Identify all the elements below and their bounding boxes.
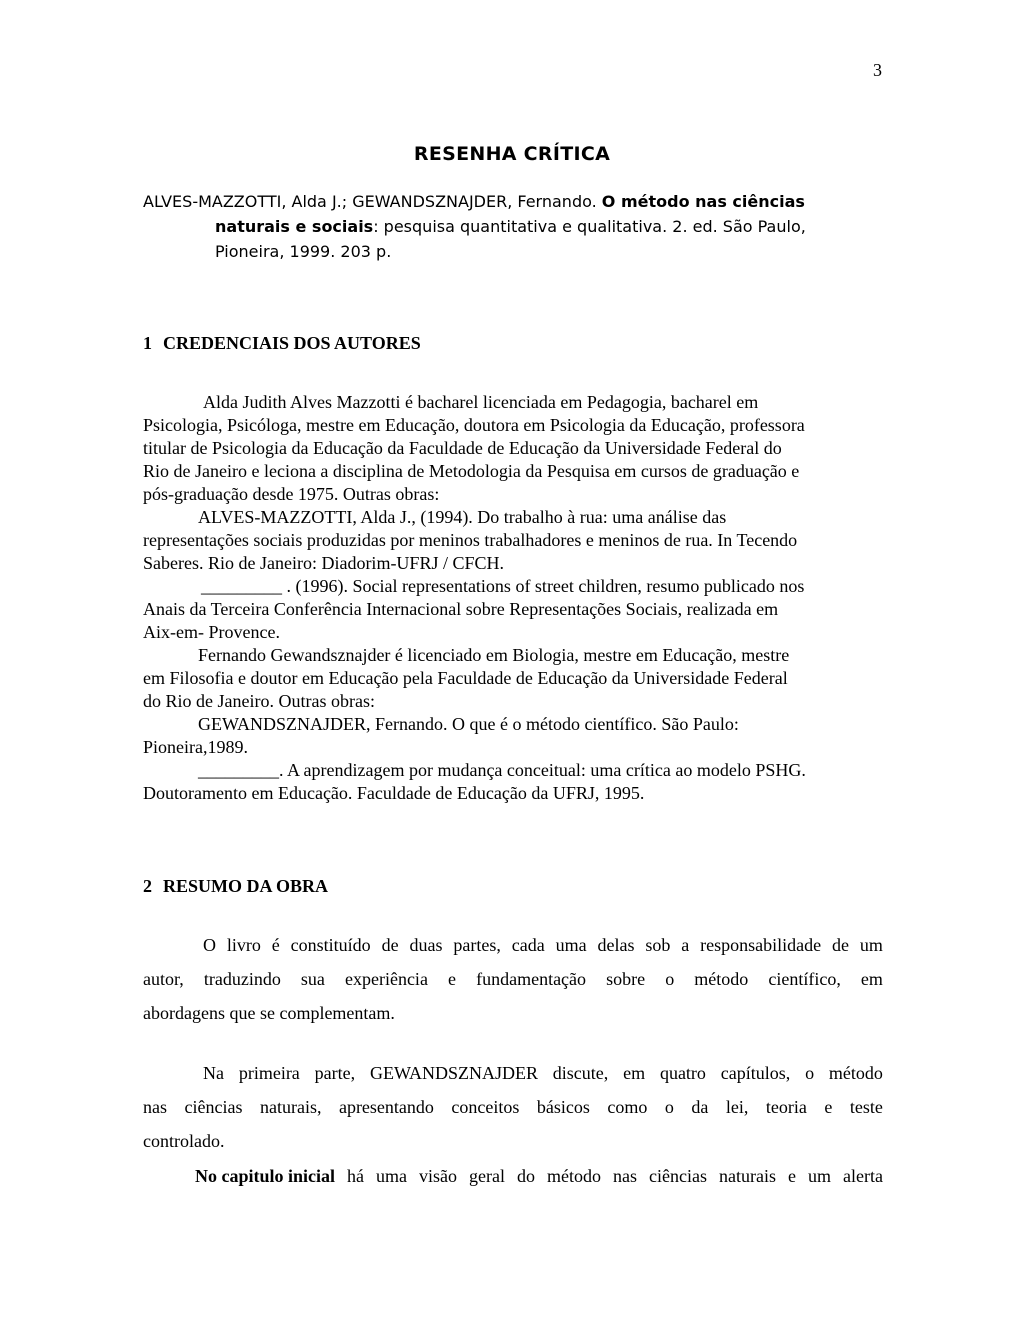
word: Na xyxy=(203,1063,224,1083)
word: naturais, xyxy=(259,1097,322,1117)
text-line: do Rio de Janeiro. Outras obras: xyxy=(143,691,375,711)
section-credenciais-body xyxy=(143,391,888,805)
word: e xyxy=(824,1097,833,1117)
word: controlado. xyxy=(143,1131,225,1151)
word: da xyxy=(691,1097,709,1117)
text-line: Aix-em- Provence. xyxy=(143,622,280,642)
bibliographic-reference xyxy=(143,189,888,264)
word: sobre xyxy=(606,969,646,989)
word: livro xyxy=(226,935,261,955)
section-heading-resumo xyxy=(143,876,328,897)
word: cada xyxy=(511,935,545,955)
reference-title-part: naturais e sociais xyxy=(215,217,374,236)
text-line: Rio de Janeiro e leciona a disciplina de Metodologia da Pesquisa em cursos de graduação e xyxy=(143,461,800,481)
word: ciências xyxy=(649,1166,707,1186)
reference-authors: ALVES-MAZZOTTI, Alda J.; GEWANDSZNAJDER, Fernando. xyxy=(143,192,602,211)
word: em xyxy=(860,969,883,989)
text-line: Alda Judith Alves Mazzotti é bacharel licenciada em Pedagogia, bacharel em xyxy=(203,392,759,412)
word: uma xyxy=(376,1166,408,1186)
text-line: _________. A aprendizagem por mudança conceitual: uma crítica ao modelo PSHG. xyxy=(198,760,806,780)
word: visão xyxy=(419,1166,458,1186)
text-line: Anais da Terceira Conferência Internacional sobre Representações Sociais, realizada em xyxy=(143,599,779,619)
word: é xyxy=(271,935,280,955)
word: constituído xyxy=(290,935,371,955)
text-line: pós-graduação desde 1975. Outras obras: xyxy=(143,484,440,504)
word: experiência xyxy=(344,969,428,989)
word: e xyxy=(448,969,457,989)
word: GEWANDSZNAJDER xyxy=(369,1063,538,1083)
word: de xyxy=(832,935,849,955)
reference-line xyxy=(143,214,888,239)
word: alerta xyxy=(842,1166,883,1186)
word: primeira xyxy=(238,1063,300,1083)
word: uma xyxy=(555,935,587,955)
word: responsabilidade xyxy=(700,935,822,955)
justified-line xyxy=(143,996,883,1030)
word: método xyxy=(547,1166,601,1186)
word: fundamentação xyxy=(476,969,587,989)
word: ciências xyxy=(184,1097,243,1117)
reference-line xyxy=(143,189,888,214)
word: método xyxy=(694,969,749,989)
word: há xyxy=(347,1166,365,1186)
text-line: representações sociais produzidas por meninos trabalhadores e meninos de rua. In Tecendo xyxy=(143,530,798,550)
word: traduzindo xyxy=(203,969,281,989)
word: básicos xyxy=(536,1097,590,1117)
word: o xyxy=(664,1097,674,1117)
word: nas xyxy=(613,1166,637,1186)
word: geral xyxy=(469,1166,505,1186)
word: como xyxy=(607,1097,648,1117)
justified-line xyxy=(143,1090,883,1124)
reference-title-part: O método nas ciências xyxy=(601,192,805,211)
section-title: RESUMO DA OBRA xyxy=(163,876,329,896)
justified-line xyxy=(143,1124,883,1158)
justified-line xyxy=(143,928,883,962)
word: de xyxy=(381,935,399,955)
word: quatro xyxy=(659,1063,706,1083)
justified-line xyxy=(143,962,883,996)
emphasis: No capitulo inicial xyxy=(195,1166,336,1186)
word: parte, xyxy=(314,1063,356,1083)
section-number: 2 xyxy=(143,876,152,896)
word: um xyxy=(807,1166,831,1186)
word: lei, xyxy=(725,1097,749,1117)
text-line: Fernando Gewandsznajder é licenciado em Biologia, mestre em Educação, mestre xyxy=(198,645,790,665)
word: sua xyxy=(300,969,325,989)
justified-line xyxy=(143,1159,883,1193)
word: e xyxy=(787,1166,796,1186)
document-title: RESENHA CRÍTICA xyxy=(413,143,611,165)
word: partes, xyxy=(453,935,501,955)
word: o xyxy=(805,1063,815,1083)
word: duas xyxy=(409,935,443,955)
reference-publication: Pioneira, 1999. 203 p. xyxy=(215,242,392,261)
word: O xyxy=(203,935,216,955)
word: teste xyxy=(849,1097,883,1117)
word: sob xyxy=(645,935,671,955)
word: nas xyxy=(143,1097,167,1117)
paragraph xyxy=(143,928,883,1030)
text-line: ALVES-MAZZOTTI, Alda J., (1994). Do trabalho à rua: uma análise das xyxy=(198,507,727,527)
word: naturais xyxy=(718,1166,776,1186)
word: um xyxy=(859,935,883,955)
word: autor, xyxy=(143,969,184,989)
page-number: 3 xyxy=(873,60,882,80)
reference-line xyxy=(143,239,888,264)
word: capítulos, xyxy=(720,1063,791,1083)
word: abordagens que se complementam. xyxy=(143,1003,395,1023)
word: do xyxy=(517,1166,535,1186)
word: delas xyxy=(597,935,635,955)
text-line: GEWANDSZNAJDER, Fernando. O que é o método científico. São Paulo: xyxy=(198,714,739,734)
word: o xyxy=(665,969,675,989)
section-heading-credenciais xyxy=(143,333,421,354)
justified-line xyxy=(143,1056,883,1090)
word: científico, xyxy=(768,969,841,989)
text-line: titular de Psicologia da Educação da Faculdade de Educação da Universidade Federal do xyxy=(143,438,782,458)
text-line: em Filosofia e doutor em Educação pela Faculdade de Educação da Universidade Federal xyxy=(143,668,788,688)
paragraph xyxy=(143,1056,883,1158)
reference-subtitle: : pesquisa quantitativa e qualitativa. 2. ed. São Paulo, xyxy=(373,217,806,236)
section-title: CREDENCIAIS DOS AUTORES xyxy=(163,333,421,353)
section-number: 1 xyxy=(143,333,152,353)
word: a xyxy=(681,935,690,955)
text-line: Pioneira,1989. xyxy=(143,737,248,757)
text-line: Saberes. Rio de Janeiro: Diadorim-UFRJ / CFCH. xyxy=(143,553,504,573)
text-line: _________ . (1996). Social representations of street children, resumo publicado nos xyxy=(201,576,805,596)
text-line: Doutoramento em Educação. Faculdade de Educação da UFRJ, 1995. xyxy=(143,783,645,803)
word: apresentando xyxy=(338,1097,434,1117)
word: em xyxy=(623,1063,646,1083)
word: teoria xyxy=(765,1097,807,1117)
word: discute, xyxy=(552,1063,609,1083)
word: conceitos xyxy=(451,1097,520,1117)
paragraph xyxy=(143,1159,883,1193)
text-line: Psicologia, Psicóloga, mestre em Educação, doutora em Psicologia da Educação, professora xyxy=(143,415,805,435)
word: método xyxy=(828,1063,883,1083)
